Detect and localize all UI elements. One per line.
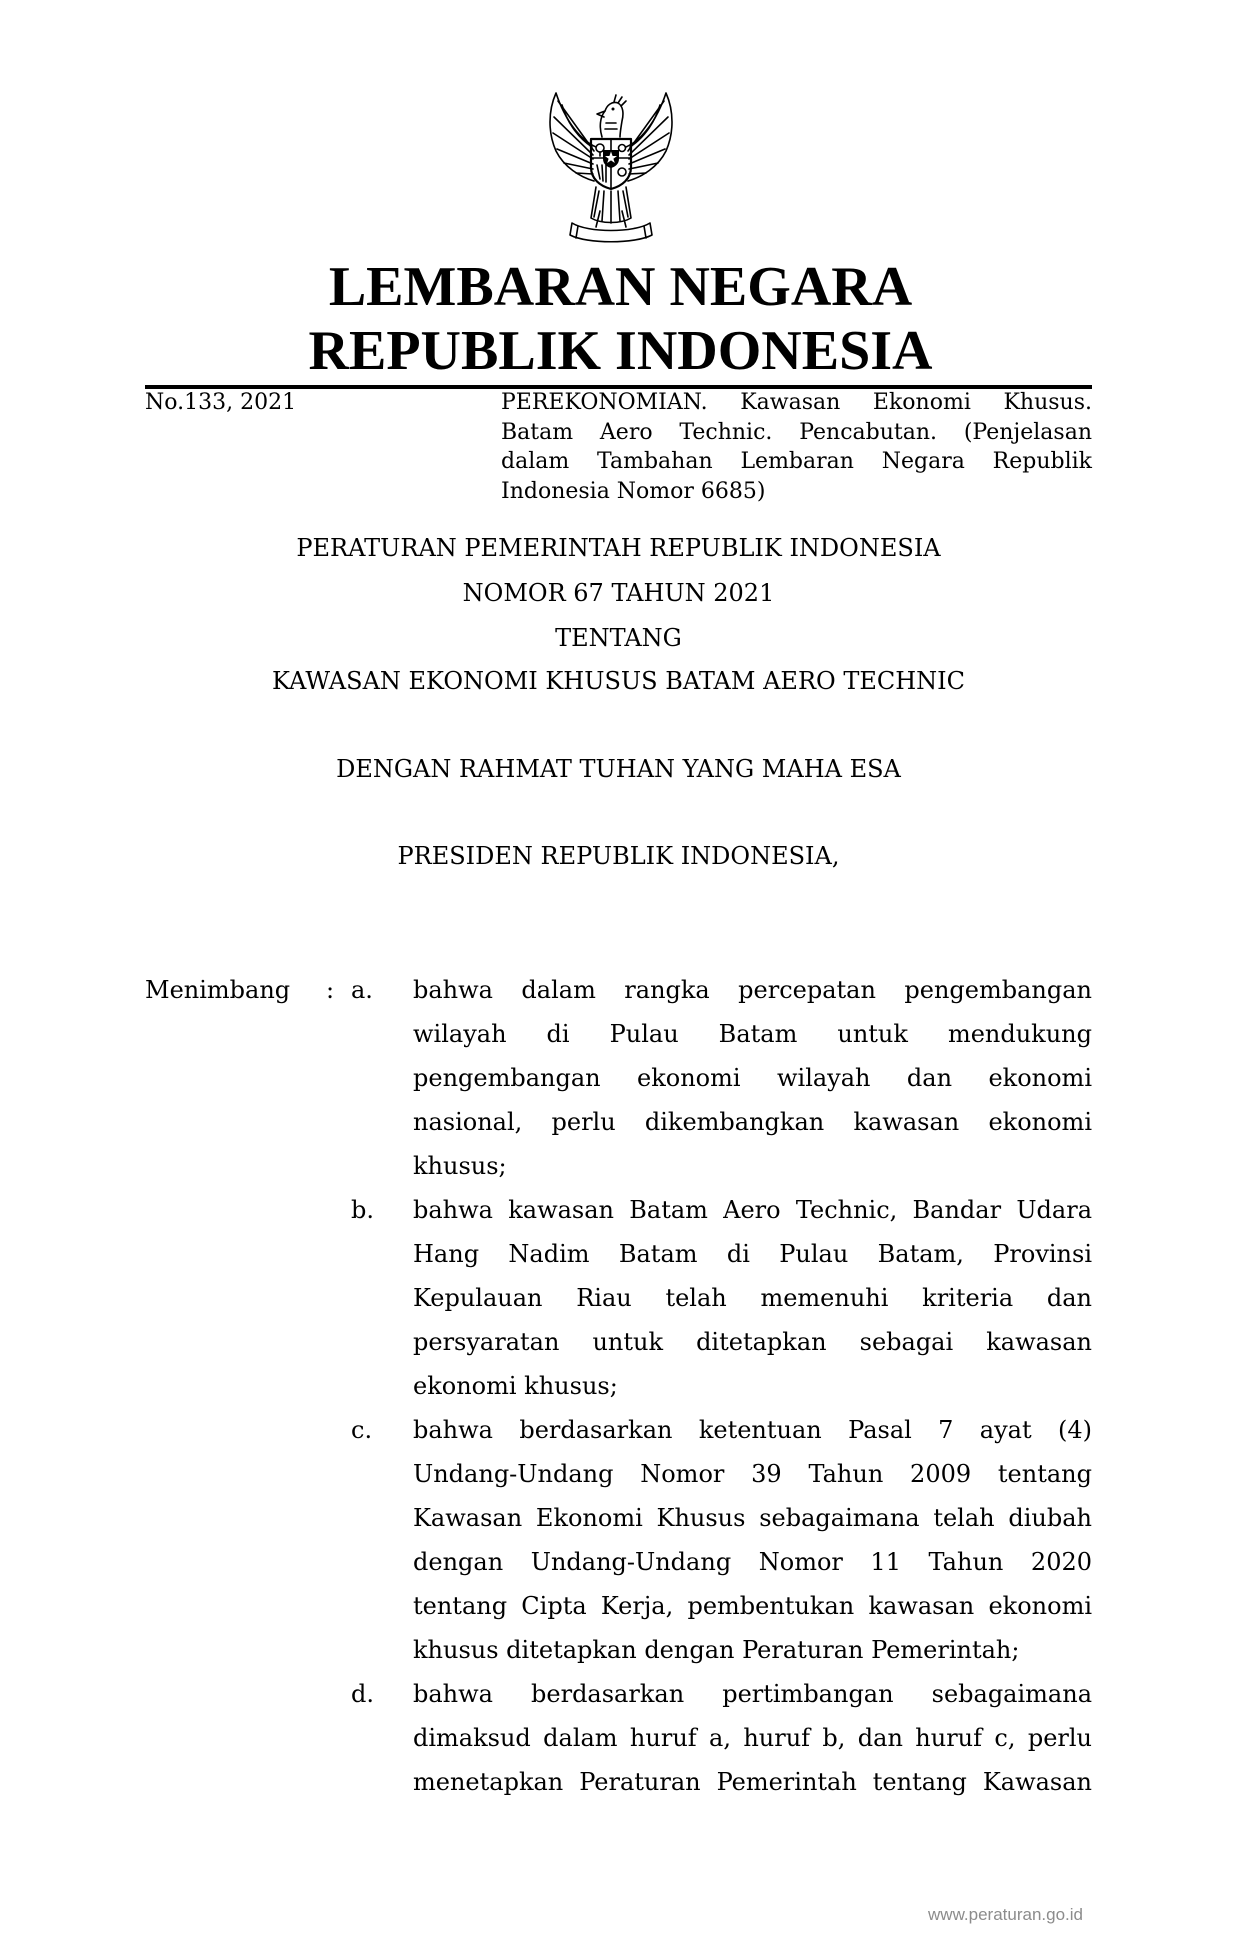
garuda-emblem-icon <box>536 87 686 243</box>
regulation-number: NOMOR 67 TAHUN 2021 <box>462 579 775 607</box>
gazette-summary <box>501 388 1092 506</box>
regulation-subject: KAWASAN EKONOMI KHUSUS BATAM AERO TECHNIC <box>272 667 965 695</box>
consideration-letter: c. <box>351 1416 373 1444</box>
consideration-line: wilayah di Pulau Batam untuk mendukung <box>413 1020 1092 1048</box>
consideration-line: Kawasan Ekonomi Khusus sebagaimana telah diubah <box>413 1504 1092 1532</box>
regulation-issuer: PRESIDEN REPUBLIK INDONESIA, <box>397 842 840 870</box>
consideration-item-d <box>145 1672 1092 1804</box>
gazette-summary-line: Indonesia Nomor 6685) <box>501 478 766 504</box>
consideration-line: pengembangan ekonomi wilayah dan ekonomi <box>413 1064 1092 1092</box>
regulation-type: PERATURAN PEMERINTAH REPUBLIK INDONESIA <box>296 534 941 562</box>
garuda-pancasila-emblem <box>536 87 686 243</box>
consideration-line: ekonomi khusus; <box>413 1372 618 1400</box>
consideration-letter: d. <box>351 1680 374 1708</box>
consideration-line: bahwa kawasan Batam Aero Technic, Bandar Udara <box>413 1196 1092 1224</box>
footer-website: www.peraturan.go.id <box>928 1905 1083 1924</box>
considerations-section <box>145 968 1092 1804</box>
consideration-item-b <box>145 1188 1092 1408</box>
consideration-line: khusus; <box>413 1152 507 1180</box>
consideration-line: Kepulauan Riau telah memenuhi kriteria dan <box>413 1284 1092 1312</box>
considerations-separator: : <box>326 976 335 1004</box>
consideration-line: bahwa berdasarkan pertimbangan sebagaimana <box>413 1680 1092 1708</box>
consideration-line: nasional, perlu dikembangkan kawasan ekonomi <box>413 1108 1092 1136</box>
regulation-invocation: DENGAN RAHMAT TUHAN YANG MAHA ESA <box>336 755 901 783</box>
gazette-number: No.133, 2021 <box>145 390 297 415</box>
consideration-line: tentang Cipta Kerja, pembentukan kawasan ekonomi <box>413 1592 1092 1620</box>
consideration-letter: b. <box>351 1196 374 1224</box>
regulation-about-label: TENTANG <box>555 624 682 652</box>
consideration-line: persyaratan untuk ditetapkan sebagai kawasan <box>413 1328 1092 1356</box>
gazette-title-line2: REPUBLIK INDONESIA <box>308 320 933 382</box>
consideration-letter: a. <box>351 976 373 1004</box>
considerations-label: Menimbang <box>145 976 291 1004</box>
consideration-line: dengan Undang-Undang Nomor 11 Tahun 2020 <box>413 1548 1092 1576</box>
consideration-line: dimaksud dalam huruf a, huruf b, dan huruf c, perlu <box>413 1724 1092 1752</box>
consideration-line: Hang Nadim Batam di Pulau Batam, Provinsi <box>413 1240 1092 1268</box>
consideration-line: menetapkan Peraturan Pemerintah tentang Kawasan <box>413 1768 1092 1796</box>
consideration-item-c <box>145 1408 1092 1672</box>
consideration-line: Undang-Undang Nomor 39 Tahun 2009 tentang <box>413 1460 1092 1488</box>
consideration-line: khusus ditetapkan dengan Peraturan Pemerintah; <box>413 1636 1020 1664</box>
gazette-summary-line: dalam Tambahan Lembaran Negara Republik <box>501 449 1092 474</box>
gazette-summary-line: PEREKONOMIAN. Kawasan Ekonomi Khusus. <box>501 390 1092 415</box>
consideration-item-a <box>145 968 1092 1188</box>
gazette-title-line1: LEMBARAN NEGARA <box>328 256 913 318</box>
consideration-line: bahwa dalam rangka percepatan pengembangan <box>413 976 1092 1004</box>
consideration-line: bahwa berdasarkan ketentuan Pasal 7 ayat (4) <box>413 1416 1092 1444</box>
gazette-summary-line: Batam Aero Technic. Pencabutan. (Penjelasan <box>501 419 1092 445</box>
